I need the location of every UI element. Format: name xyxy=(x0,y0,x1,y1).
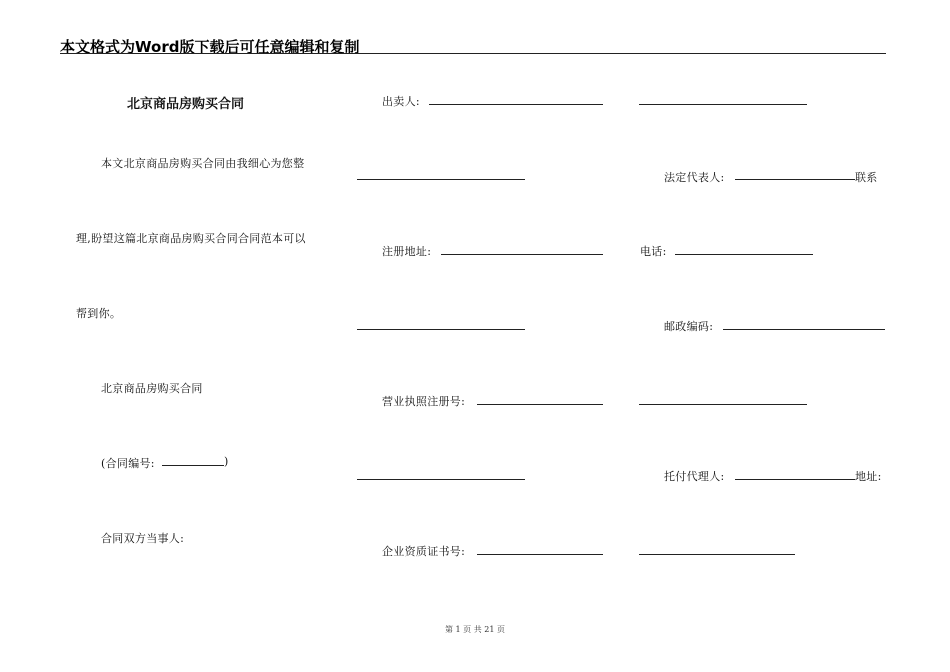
intro-line-1: 本文北京商品房购买合同由我细心为您整 xyxy=(101,157,305,170)
postcode-label: 邮政编码: xyxy=(664,320,714,333)
blank-line xyxy=(357,329,525,330)
contract-number-blank xyxy=(162,465,224,466)
contract-number-label: (合同编号: xyxy=(101,457,155,470)
seller-label: 出卖人: xyxy=(382,95,420,108)
qualification-label: 企业资质证书号: xyxy=(382,545,466,558)
biz-license-label: 营业执照注册号: xyxy=(382,395,466,408)
biz-license-blank-2 xyxy=(639,404,807,405)
header-divider xyxy=(60,53,886,54)
agent-label: 托付代理人: xyxy=(664,470,725,483)
legal-rep-blank xyxy=(735,179,855,180)
qualification-blank-2 xyxy=(639,554,795,555)
biz-license-blank xyxy=(477,404,603,405)
agent-blank xyxy=(735,479,855,480)
blank-line xyxy=(357,179,525,180)
intro-line-3: 帮到你。 xyxy=(76,307,122,320)
address-label: 地址: xyxy=(855,470,882,483)
document-header: 本文格式为Word版下载后可任意编辑和复制 xyxy=(60,38,360,56)
document-title: 北京商品房购买合同 xyxy=(127,97,245,112)
seller-blank-2 xyxy=(639,104,807,105)
reg-address-blank xyxy=(441,254,603,255)
contract-number-close: ) xyxy=(224,455,229,468)
phone-label: 电话: xyxy=(640,245,667,258)
phone-blank xyxy=(675,254,813,255)
seller-blank xyxy=(429,104,603,105)
intro-line-2: 理,盼望这篇北京商品房购买合同合同范本可以 xyxy=(76,232,306,245)
contact-label: 联系 xyxy=(855,171,878,184)
blank-line xyxy=(357,479,525,480)
parties-label: 合同双方当事人: xyxy=(101,532,185,545)
qualification-blank xyxy=(477,554,603,555)
legal-rep-label: 法定代表人: xyxy=(664,171,725,184)
postcode-blank xyxy=(723,329,885,330)
reg-address-label: 注册地址: xyxy=(382,245,432,258)
page-number: 第 1 页 共 21 页 xyxy=(445,625,505,634)
contract-subtitle: 北京商品房购买合同 xyxy=(101,382,203,395)
